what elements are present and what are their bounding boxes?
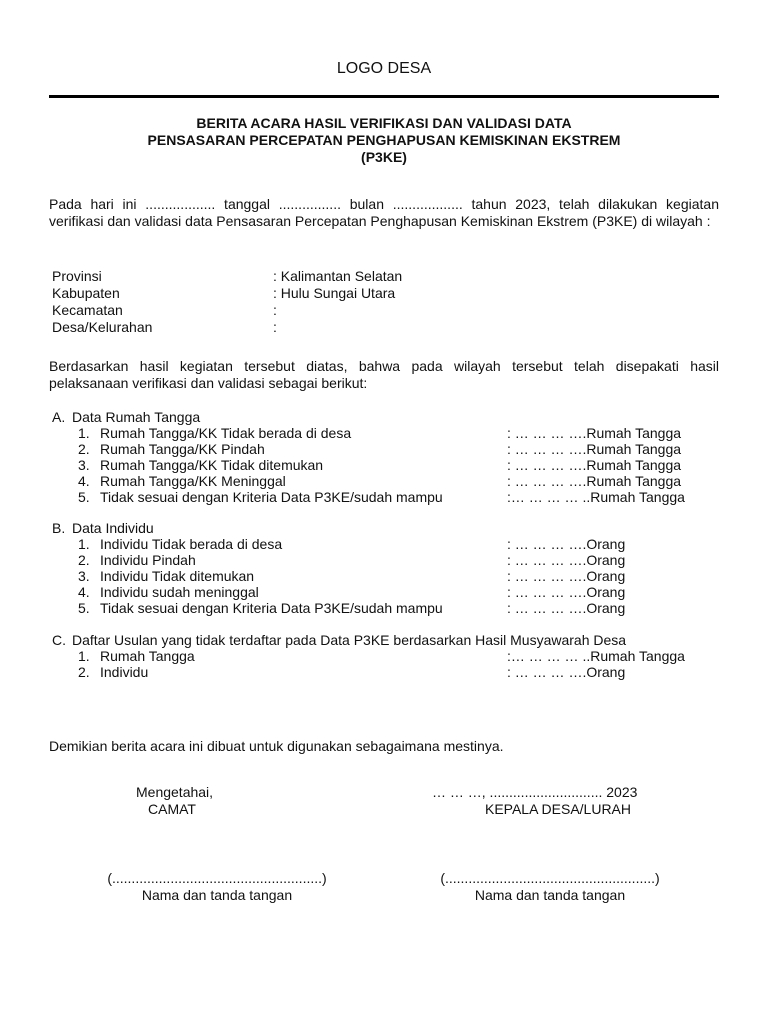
item-text: Tidak sesuai dengan Kriteria Data P3KE/sudah mampu <box>100 600 443 616</box>
location-row <box>52 302 552 319</box>
location-value: : Kalimantan Selatan <box>273 268 403 284</box>
title-line-3: (P3KE) <box>361 149 407 165</box>
item-value: : … … … ….Orang <box>507 568 626 584</box>
section-heading <box>52 520 712 536</box>
location-label: Kabupaten <box>52 285 120 301</box>
item-value: : … … … ….Rumah Tangga <box>507 457 682 473</box>
closing-statement: Demikian berita acara ini dibuat untuk digunakan sebagaimana mestinya. <box>49 738 504 754</box>
item-number: 2. <box>78 441 90 457</box>
item-value: :… … … … ..Rumah Tangga <box>507 648 685 664</box>
section-heading <box>52 632 712 648</box>
item-value: :… … … … ..Rumah Tangga <box>507 489 685 505</box>
location-label: Desa/Kelurahan <box>52 319 153 335</box>
item-text: Individu sudah meninggal <box>100 584 259 600</box>
section-heading <box>52 409 712 425</box>
section-household-data <box>52 409 712 505</box>
document-title <box>0 115 768 166</box>
signature-caption: Nama dan tanda tangan <box>141 887 293 903</box>
village-head-title: KEPALA DESA/LURAH <box>484 801 632 817</box>
item-value: : … … … ….Orang <box>507 600 626 616</box>
item-text: Individu <box>100 664 149 680</box>
item-text: Individu Pindah <box>100 552 196 568</box>
location-row <box>52 268 552 285</box>
list-item <box>52 600 712 616</box>
location-row <box>52 285 552 302</box>
list-item <box>52 457 712 473</box>
list-item <box>52 568 712 584</box>
item-text: Rumah Tangga/KK Tidak berada di desa <box>100 425 352 441</box>
place-date-line: … … …, ............................. 2023 <box>432 784 638 800</box>
title-line-2: PENSASARAN PERCEPATAN PENGHAPUSAN KEMISKINAN EKSTREM <box>147 132 621 148</box>
right-signature-block <box>425 870 675 904</box>
section-title: Daftar Usulan yang tidak terdaftar pada Data P3KE berdasarkan Hasil Musyawarah Desa <box>72 632 627 648</box>
item-number: 5. <box>78 489 90 505</box>
item-text: Individu Tidak ditemukan <box>100 568 255 584</box>
item-text: Tidak sesuai dengan Kriteria Data P3KE/sudah mampu <box>100 489 443 505</box>
item-number: 3. <box>78 568 90 584</box>
location-label: Kecamatan <box>52 302 123 318</box>
section-individual-data <box>52 520 712 616</box>
camat-title: CAMAT <box>148 801 196 817</box>
section-title: Data Individu <box>72 520 154 536</box>
item-value: : … … … ….Rumah Tangga <box>507 441 682 457</box>
item-text: Rumah Tangga/KK Pindah <box>100 441 265 457</box>
basis-paragraph: Berdasarkan hasil kegiatan tersebut diatas, bahwa pada wilayah tersebut telah disepakati hasil pelaksanaan verifikasi dan validasi sebagai berikut: <box>49 358 719 391</box>
list-item <box>52 664 712 680</box>
item-text: Rumah Tangga/KK Tidak ditemukan <box>100 457 324 473</box>
left-signature-heading <box>136 784 213 818</box>
section-title: Data Rumah Tangga <box>72 409 201 425</box>
list-item <box>52 536 712 552</box>
item-value: : … … … ….Orang <box>507 664 626 680</box>
signature-blank: (......................................................) <box>107 870 327 886</box>
item-number: 2. <box>78 552 90 568</box>
acknowledged-label: Mengetahai, <box>136 784 214 800</box>
item-number: 1. <box>78 648 90 664</box>
left-signature-block <box>92 870 342 904</box>
item-number: 2. <box>78 664 90 680</box>
item-value: : … … … ….Orang <box>507 584 626 600</box>
location-details <box>52 268 552 336</box>
list-item <box>52 489 712 505</box>
item-value: : … … … ….Rumah Tangga <box>507 425 682 441</box>
intro-paragraph: Pada hari ini .................. tanggal ................ bulan .................. tahun 2023, telah dilakukan kegiatan verifikasi dan validasi data Pensasaran Percepatan Penghapusan Kemiskinan Ekstrem (P3KE) di wilayah : <box>49 196 719 229</box>
list-item <box>52 648 712 664</box>
list-item <box>52 441 712 457</box>
signature-blank: (......................................................) <box>440 870 660 886</box>
section-marker: B. <box>52 520 66 536</box>
signature-caption: Nama dan tanda tangan <box>474 887 626 903</box>
list-item <box>52 425 712 441</box>
item-number: 5. <box>78 600 90 616</box>
location-value: : Hulu Sungai Utara <box>273 285 396 301</box>
item-number: 4. <box>78 473 90 489</box>
list-item <box>52 584 712 600</box>
title-line-1: BERITA ACARA HASIL VERIFIKASI DAN VALIDASI DATA <box>196 115 572 131</box>
section-marker: C. <box>52 632 66 648</box>
item-value: : … … … ….Rumah Tangga <box>507 473 682 489</box>
section-marker: A. <box>52 409 66 425</box>
location-label: Provinsi <box>52 268 102 284</box>
item-number: 4. <box>78 584 90 600</box>
item-value: : … … … ….Orang <box>507 536 626 552</box>
list-item <box>52 552 712 568</box>
header-divider <box>49 95 719 98</box>
right-signature-heading <box>432 784 684 818</box>
item-text: Individu Tidak berada di desa <box>100 536 283 552</box>
location-row <box>52 319 552 336</box>
item-value: : … … … ….Orang <box>507 552 626 568</box>
list-item <box>52 473 712 489</box>
item-text: Rumah Tangga/KK Meninggal <box>100 473 286 489</box>
item-number: 1. <box>78 536 90 552</box>
logo-placeholder: LOGO DESA <box>336 60 432 77</box>
item-number: 3. <box>78 457 90 473</box>
location-value: : <box>273 319 277 335</box>
location-value: : <box>273 302 277 318</box>
section-proposal-list <box>52 632 712 680</box>
item-text: Rumah Tangga <box>100 648 195 664</box>
item-number: 1. <box>78 425 90 441</box>
